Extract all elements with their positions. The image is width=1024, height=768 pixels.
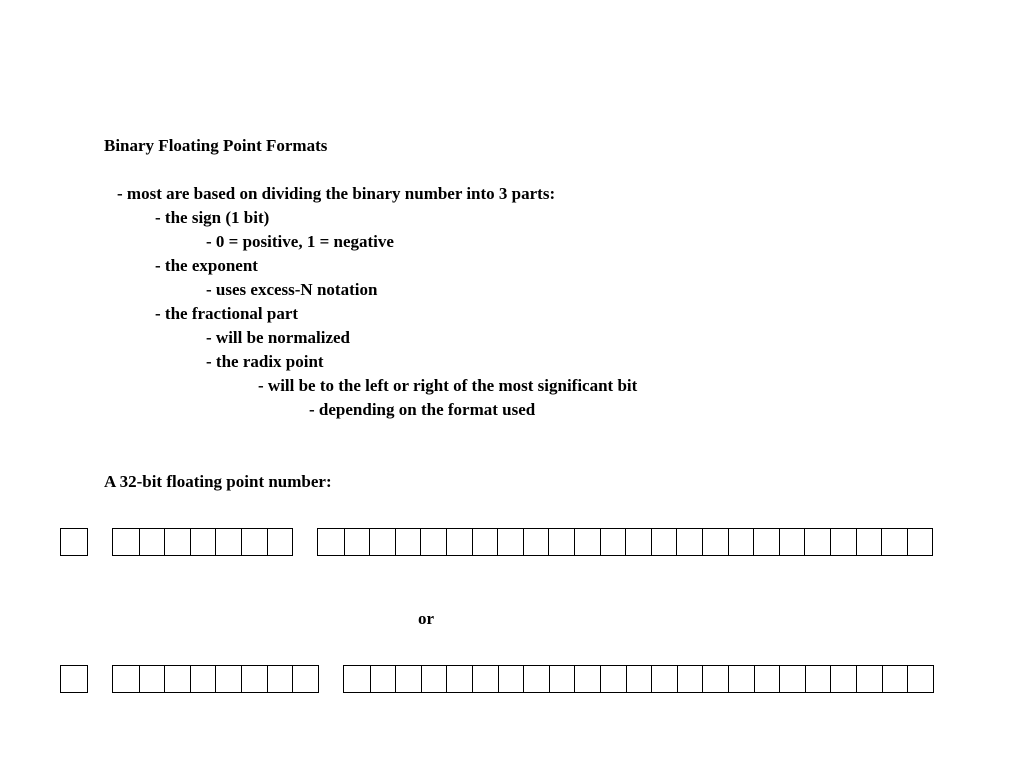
bit-cell xyxy=(856,666,857,692)
bit-cell xyxy=(420,529,421,555)
bit-cell xyxy=(625,529,626,555)
bit-cell xyxy=(498,666,499,692)
bit-cell xyxy=(370,666,371,692)
bit-layout-b xyxy=(0,665,1024,693)
bit-cell xyxy=(779,666,780,692)
bit-cell xyxy=(677,666,678,692)
outline-item: - the exponent xyxy=(155,256,258,275)
outline-item: - 0 = positive, 1 = negative xyxy=(206,232,394,251)
bit-cell xyxy=(779,529,780,555)
bit-layout-a xyxy=(0,528,1024,556)
bit-cell xyxy=(676,529,677,555)
or-label: or xyxy=(418,609,435,628)
outline-item: - will be normalized xyxy=(206,328,351,347)
bit-cell xyxy=(421,666,422,692)
fraction-bit-field xyxy=(343,665,934,693)
bit-cell xyxy=(574,529,575,555)
bit-cell xyxy=(728,666,729,692)
outline-item: - depending on the format used xyxy=(309,400,536,419)
bit-cell xyxy=(241,666,242,692)
bit-cell xyxy=(548,529,549,555)
outline-item: - the radix point xyxy=(206,352,324,371)
bit-cell xyxy=(446,666,447,692)
bit-cell xyxy=(369,529,370,555)
bit-cell xyxy=(907,666,908,692)
outline-item: - most are based on dividing the binary number into 3 parts: xyxy=(117,184,556,203)
bit-cell xyxy=(702,529,703,555)
bit-cell xyxy=(651,529,652,555)
bit-cell xyxy=(139,529,140,555)
bit-cell xyxy=(907,529,908,555)
sign-bit-field xyxy=(60,665,88,693)
bit-cell xyxy=(626,666,627,692)
bit-cell xyxy=(267,529,268,555)
bit-cell xyxy=(753,529,754,555)
bit-cell xyxy=(600,529,601,555)
bit-cell xyxy=(395,666,396,692)
bit-cell xyxy=(164,529,165,555)
outline-item: - the sign (1 bit) xyxy=(155,208,270,227)
bit-cell xyxy=(881,529,882,555)
exponent-bit-field xyxy=(112,665,319,693)
bit-cell xyxy=(805,666,806,692)
bit-cell xyxy=(472,529,473,555)
bit-cell xyxy=(267,666,268,692)
bit-cell xyxy=(574,666,575,692)
page-title: Binary Floating Point Formats xyxy=(104,136,328,155)
bit-cell xyxy=(856,529,857,555)
bit-cell xyxy=(549,666,550,692)
sign-bit-field xyxy=(60,528,88,556)
bit-cell xyxy=(215,529,216,555)
bit-cell xyxy=(190,529,191,555)
bit-cell xyxy=(830,529,831,555)
bit-cell xyxy=(882,666,883,692)
bit-cell xyxy=(804,529,805,555)
bit-cell xyxy=(139,666,140,692)
fraction-bit-field xyxy=(317,528,933,556)
outline-item: - the fractional part xyxy=(155,304,299,323)
bit-cell xyxy=(600,666,601,692)
bit-cell xyxy=(754,666,755,692)
bit-cell xyxy=(395,529,396,555)
bit-cell xyxy=(702,666,703,692)
bit-cell xyxy=(215,666,216,692)
bit-cell xyxy=(344,529,345,555)
example-label: A 32-bit floating point number: xyxy=(104,472,332,491)
bit-cell xyxy=(651,666,652,692)
bit-cell xyxy=(190,666,191,692)
outline-item: - will be to the left or right of the most significant bit xyxy=(258,376,638,395)
bit-cell xyxy=(523,529,524,555)
bit-cell xyxy=(728,529,729,555)
bit-cell xyxy=(523,666,524,692)
bit-cell xyxy=(241,529,242,555)
bit-cell xyxy=(446,529,447,555)
bit-cell xyxy=(164,666,165,692)
bit-cell xyxy=(497,529,498,555)
bit-cell xyxy=(830,666,831,692)
bit-cell xyxy=(292,666,293,692)
outline-item: - uses excess-N notation xyxy=(206,280,378,299)
bit-cell xyxy=(472,666,473,692)
exponent-bit-field xyxy=(112,528,293,556)
